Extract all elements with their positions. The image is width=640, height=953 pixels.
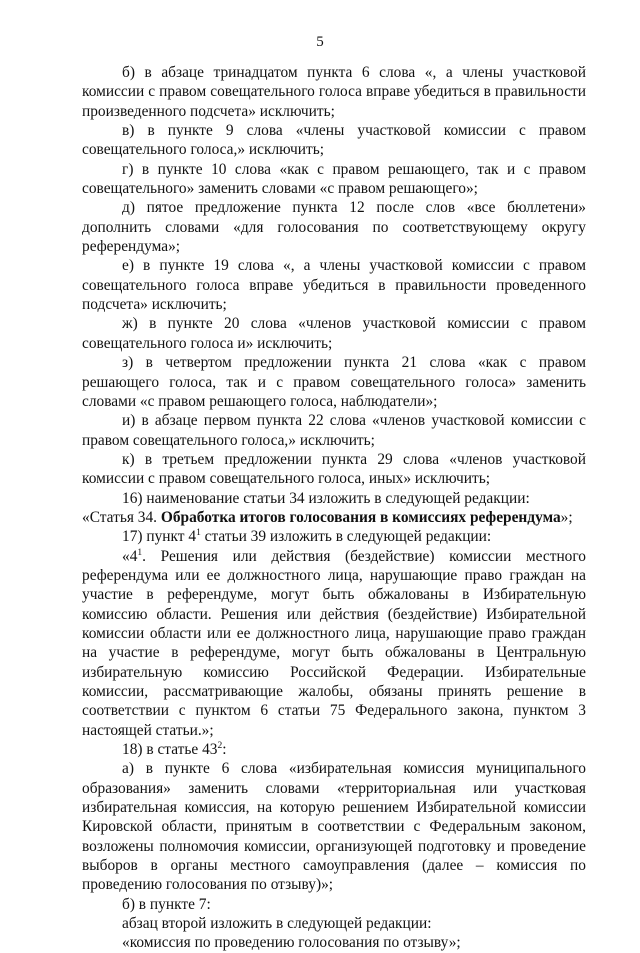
paragraph-z-item21: з) в четвертом предложении пункта 21 слова «как с правом решающего голоса, так и с правом совещательного голоса» заменить словами «с правом решающего голоса, наблюдатели»; <box>82 354 586 410</box>
paragraph-k-item29: к) в третьем предложении пункта 29 слова «членов участковой комиссии с правом совещательного голоса, иных» исключить; <box>82 450 586 488</box>
page-number: 5 <box>316 34 324 50</box>
item4-1-after: . Решения или действия (бездействие) комиссии местного референдума или ее должностного лица, нарушающие право граждан на участие в референдуме, могут быть обжалованы в Избирательную комиссию области. Решения или действия (бездействие) Избирательной комиссии области или ее должностного лица, нарушающие право граждан на участие в референдуме, могут быть обжалованы в Центральную избирательную комиссию Российской Федерации. Избирательные комиссии, рассматривающие жалобы, обязаны принять решение в соответствии с пунктом 6 статьи 75 Федерального закона, пунктом 3 настоящей статьи.»; <box>82 547 586 739</box>
paragraph-18-article43-2 <box>82 740 586 759</box>
item4-1-before: «4 <box>122 547 138 565</box>
paragraph-17-superscript: 1 <box>196 528 201 539</box>
paragraph-b-item13: б) в абзаце тринадцатом пункта 6 слова «, а члены участковой комиссии с правом совещательного голоса вправе убедиться в правильности произведенного подсчета» исключить; <box>82 64 586 120</box>
paragraph-b-item7: б) в пункте 7: <box>122 895 211 913</box>
article-34-heading <box>82 508 586 527</box>
document-body <box>82 63 586 953</box>
paragraph-17-after: статьи 39 изложить в следующей редакции: <box>200 528 492 546</box>
paragraph-zh-item20: ж) в пункте 20 слова «членов участковой комиссии с правом совещательного голоса и» исключить; <box>82 315 586 352</box>
paragraph-a-item6: а) в пункте 6 слова «избирательная комиссия муниципального образования» заменить словами «территориальная или участковая избирательная комиссия, на которую решением Избирательной комиссии Кировской области, принятым в соответствии с Федеральным законом, возложены полномочия комиссии, организующей подготовку и проведение выборов в органы местного самоуправления (далее – комиссия по проведению голосования по отзыву)»; <box>82 760 586 894</box>
paragraph-17-article39 <box>82 527 586 546</box>
paragraph-i-item22: и) в абзаце первом пункта 22 слова «членов участковой комиссии с правом совещательного голоса,» исключить; <box>82 412 586 449</box>
article-34-suffix: »; <box>560 508 573 526</box>
paragraph-16-article34: 16) наименование статьи 34 изложить в следующей редакции: <box>122 489 530 507</box>
paragraph-e-item19: е) в пункте 19 слова «, а члены участковой комиссии с правом совещательного голоса вправе убедиться в правильности проведенного подсчета» исключить; <box>82 257 586 314</box>
paragraph-18-before: 18) в статье 43 <box>122 741 218 759</box>
paragraph-18-superscript: 2 <box>217 741 223 752</box>
article-34-prefix: «Статья 34. <box>82 508 161 526</box>
paragraph-d-item12: д) пятое предложение пункта 12 после слов «все бюллетени» дополнить словами «для голосования по соответствующему округу референдума»; <box>82 199 586 256</box>
paragraph-17-before: 17) пункт 4 <box>122 528 197 546</box>
paragraph-18-after: : <box>222 741 227 759</box>
paragraph-item4-1-text <box>82 547 586 740</box>
paragraph-second-abzac: абзац второй изложить в следующей редакции: <box>122 915 432 933</box>
article-34-title: Обработка итогов голосования в комиссиях референдума <box>160 508 561 526</box>
paragraph-g-item10: г) в пункте 10 слова «как с правом решающего, так и с правом совещательного» заменить словами «с правом решающего»; <box>82 160 586 198</box>
item4-1-superscript: 1 <box>137 547 143 558</box>
paragraph-v-item9: в) в пункте 9 слова «члены участковой комиссии с правом совещательного голоса,» исключить; <box>82 122 586 159</box>
paragraph-commission-quote: «комиссия по проведению голосования по отзыву»; <box>122 934 461 952</box>
